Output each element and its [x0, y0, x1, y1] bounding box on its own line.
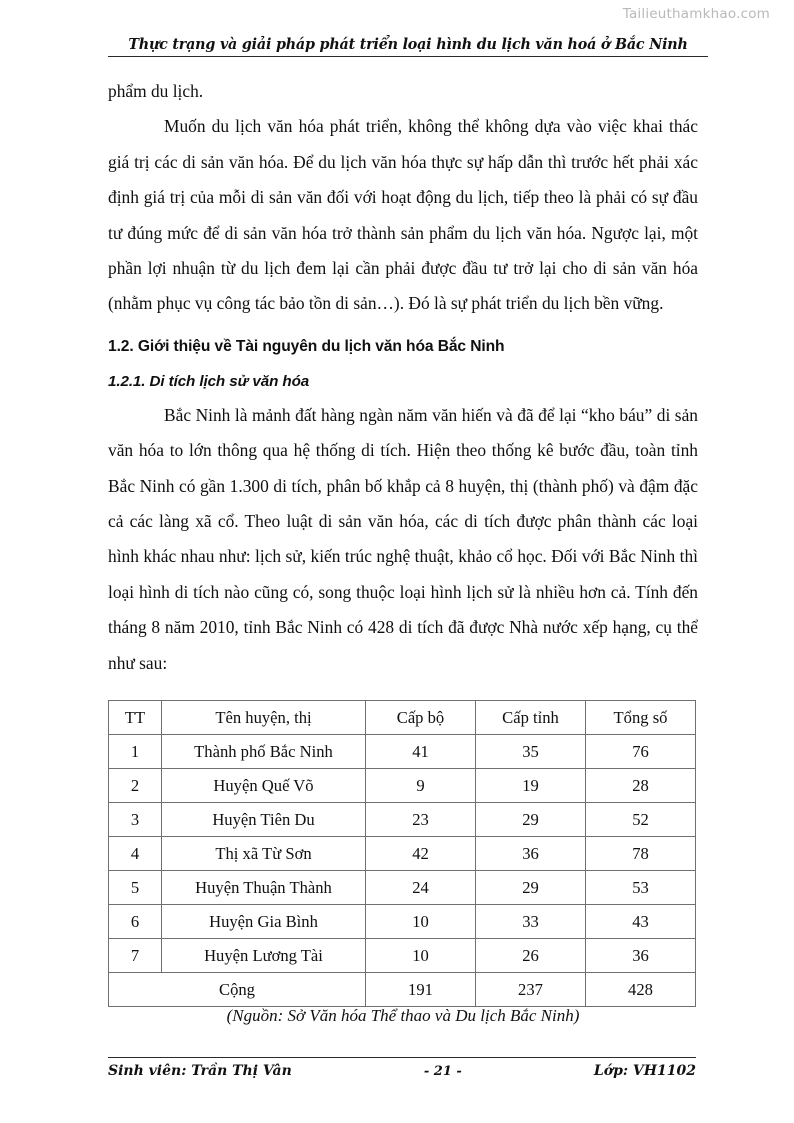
paragraph-2: Bắc Ninh là mảnh đất hàng ngàn năm văn hiến và đã để lại “kho báu” di sản văn hóa to lớn thông qua hệ thống di tích. Hiện theo thống kê bước đầu, toàn tỉnh Bắc Ninh có gần 1.300 di tích, phân bố khắp cả 8 huyện, thị (thành phố) và đậm đặc cả các làng xã cổ. Theo luật di sản văn hóa, các di tích được phân thành các loại hình khác nhau như: lịch sử, kiến trúc nghệ thuật, khảo cổ học. Đối với Bắc Ninh thì loại hình di tích nào cũng có, song thuộc loại hình lịch sử là nhiều hơn cả. Tính đến tháng 8 năm 2010, tỉnh Bắc Ninh có 428 di tích đã được Nhà nước xếp hạng, cụ thể như sau: — [108, 404, 698, 673]
heading-1-2-1: 1.2.1. Di tích lịch sử văn hóa — [108, 372, 310, 390]
table-total-row — [109, 973, 696, 1007]
cell-name: Thị xã Từ Sơn — [162, 837, 366, 871]
table-header-cap-tinh: Cấp tỉnh — [476, 701, 586, 735]
cell-tt: 6 — [109, 905, 162, 939]
cell-name: Huyện Gia Bình — [162, 905, 366, 939]
footer-rule — [108, 1057, 696, 1058]
paragraph-continued: phẩm du lịch. — [108, 81, 204, 101]
cell-name: Huyện Lương Tài — [162, 939, 366, 973]
cell-tt: 4 — [109, 837, 162, 871]
cell-tong-so: 36 — [586, 939, 696, 973]
table-row — [109, 735, 696, 769]
footer-student-name: Sinh viên: Trần Thị Vân — [108, 1063, 292, 1079]
table-header-row — [109, 701, 696, 735]
cell-cap-tinh: 33 — [476, 905, 586, 939]
footer-class: Lớp: VH1102 — [593, 1063, 696, 1079]
cell-name: Huyện Tiên Du — [162, 803, 366, 837]
relics-table-container — [108, 700, 695, 1007]
cell-cap-bo: 10 — [366, 939, 476, 973]
cell-total-label: Cộng — [109, 973, 366, 1007]
cell-cap-tinh: 36 — [476, 837, 586, 871]
table-row — [109, 871, 696, 905]
table-row — [109, 837, 696, 871]
table-source-caption: (Nguồn: Sở Văn hóa Thể thao và Du lịch Bắc Ninh) — [226, 1006, 580, 1025]
cell-tong-so: 28 — [586, 769, 696, 803]
cell-cap-bo: 42 — [366, 837, 476, 871]
cell-tt: 7 — [109, 939, 162, 973]
cell-cap-bo: 41 — [366, 735, 476, 769]
cell-tt: 3 — [109, 803, 162, 837]
cell-tt: 2 — [109, 769, 162, 803]
cell-cap-bo: 24 — [366, 871, 476, 905]
page-footer — [108, 1063, 696, 1079]
cell-cap-tinh: 19 — [476, 769, 586, 803]
document-body — [108, 74, 698, 681]
table-row — [109, 769, 696, 803]
heading-1-2: 1.2. Giới thiệu về Tài nguyên du lịch văn hóa Bắc Ninh — [108, 337, 505, 355]
cell-cap-tinh: 26 — [476, 939, 586, 973]
table-row — [109, 939, 696, 973]
relics-statistics-table — [108, 700, 696, 1007]
cell-tong-so: 76 — [586, 735, 696, 769]
cell-tong-so: 78 — [586, 837, 696, 871]
cell-tt: 5 — [109, 871, 162, 905]
cell-name: Huyện Quế Võ — [162, 769, 366, 803]
cell-cap-bo: 9 — [366, 769, 476, 803]
running-header-title: Thực trạng và giải pháp phát triển loại hình du lịch văn hoá ở Bắc Ninh — [128, 36, 688, 53]
cell-total-cap-tinh: 237 — [476, 973, 586, 1007]
cell-name: Thành phố Bắc Ninh — [162, 735, 366, 769]
cell-cap-bo: 23 — [366, 803, 476, 837]
cell-name: Huyện Thuận Thành — [162, 871, 366, 905]
running-header-rule — [108, 56, 708, 57]
cell-total-tong-so: 428 — [586, 973, 696, 1007]
table-header-cap-bo: Cấp bộ — [366, 701, 476, 735]
running-header — [108, 36, 708, 57]
table-row — [109, 905, 696, 939]
watermark-text: Tailieuthamkhao.com — [622, 6, 770, 22]
table-header-tong-so: Tổng số — [586, 701, 696, 735]
paragraph-1: Muốn du lịch văn hóa phát triển, không thể không dựa vào việc khai thác giá trị các di sản văn hóa. Để du lịch văn hóa thực sự hấp dẫn thì trước hết phải xác định giá trị của mỗi di sản văn đối với hoạt động du lịch, tiếp theo là phải có sự đầu tư đúng mức để di sản văn hóa trở thành sản phẩm du lịch văn hóa. Ngược lại, một phần lợi nhuận từ du lịch đem lại cần phải được đầu tư trở lại cho di sản văn hóa (nhằm phục vụ công tác bảo tồn di sản…). Đó là sự phát triển du lịch bền vững. — [108, 116, 698, 314]
cell-cap-bo: 10 — [366, 905, 476, 939]
cell-cap-tinh: 29 — [476, 871, 586, 905]
cell-tong-so: 52 — [586, 803, 696, 837]
cell-total-cap-bo: 191 — [366, 973, 476, 1007]
cell-tong-so: 43 — [586, 905, 696, 939]
cell-cap-tinh: 29 — [476, 803, 586, 837]
table-header-name: Tên huyện, thị — [162, 701, 366, 735]
cell-tong-so: 53 — [586, 871, 696, 905]
table-header-tt: TT — [109, 701, 162, 735]
cell-tt: 1 — [109, 735, 162, 769]
footer-page-number: - 21 - — [423, 1064, 462, 1079]
table-row — [109, 803, 696, 837]
cell-cap-tinh: 35 — [476, 735, 586, 769]
